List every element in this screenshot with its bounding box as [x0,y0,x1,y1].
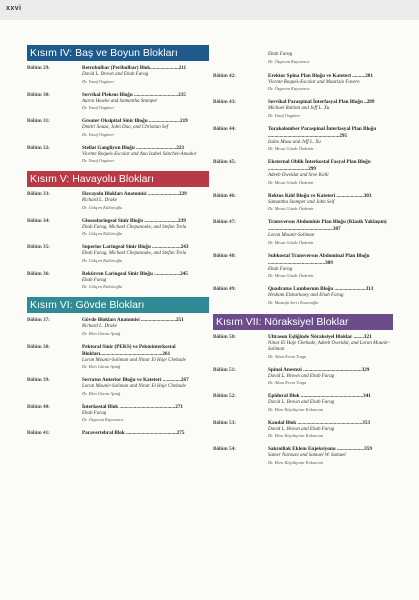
chapter-translator: Dr. Mustafa Serrı Kotanoğlu [268,299,319,305]
toc-entry[interactable] [213,159,393,186]
chapter-translator: Dr. Mesut Gözde Özdemir [268,273,314,278]
chapter-authors: Ninar El Haje Chehade, Adeeb Oweidat, and Loran Mounir-Soliman [268,340,390,352]
chapter-title: Paravertebral Blok .......................................275 [82,430,185,436]
chapter-translator: Dr. Mesut Gözde Özdemir [268,146,314,151]
chapter-translator: Dr. Gökçen Kültüroğlu [82,257,123,263]
chapter-number: Bölüm 43: [213,99,236,105]
chapter-number: Bölüm 38: [27,343,50,350]
chapter-authors: Richard L. Drake [82,324,117,329]
chapter-title: Erektor Spina Plan Bloğu ve Kateteri ..........281 [268,72,373,79]
toc-entry[interactable] [213,420,393,440]
chapter-title: Rekürren Laringeal Sinir Bloğu ....................245 [82,270,188,277]
toc-entry[interactable] [27,317,209,337]
chapter-number: Bölüm 32: [27,144,50,151]
chapter-translator: Dr. Gökçen Kültüroğlu [82,204,123,210]
chapter-authors: Michael Rahimi and Jeff L. Xu [268,106,330,111]
toc-entry[interactable] [27,92,209,112]
toc-entry[interactable] [213,99,393,119]
chapter-authors: Samantha Stamper and John Seif [268,199,335,205]
chapter-authors: Hesham Elsharkawy and Ehab Farag [268,293,344,298]
toc-section [27,297,209,437]
chapter-translator: Dr. Mesut Gözde Özdemir [268,239,314,245]
chapter-title: Subkostal Transversus Abdominal Plan Bloğu ............................................309 [268,252,370,266]
chapter-number: Bölüm 45: [213,159,236,165]
chapter-translator: Dr. Ebru Küçükçetar Kokarcan [268,459,323,465]
chapter-title: Gövde Blokları Anatomisi ...........................251 [82,317,184,323]
page-header-bar [0,0,419,20]
chapter-title: Quadratus Lumborum Bloğu ........................313 [268,286,374,292]
toc-entry[interactable] [213,286,393,306]
chapter-authors: Dmitri Souza, John Dao, and Christian Sef [82,125,169,130]
toc-entry[interactable] [27,377,209,397]
chapter-title: Retrobulbar (Peribulbar) Blok......................211 [82,65,187,71]
chapter-translator: Dr. Ekin Güran Aytuğ [82,364,121,369]
chapter-translator: Dr. Özgecan Kayınarca [268,86,310,91]
left-column [27,45,209,444]
chapter-translator: Dr. Ekin Güran Aytuğ [82,330,121,336]
chapter-title: Havayolu Blokları Anatomisi ........................229 [82,191,187,197]
chapter-authors: Loran Mounir-Soliman [268,233,315,238]
chapter-translator: Dr. Altan Ecem Tınga [268,353,307,359]
chapter-title: Serratus Anterior Bloğu ve Kateteri ..............267 [82,377,189,383]
chapter-authors: Loran Mounir-Soliman and Ninar El Haje Chehade [82,384,186,389]
chapter-number: Bölüm 51: [213,366,236,373]
chapter-title: Spinal Anestezi .............................................329 [268,366,370,373]
section-header: Kısım VII: Nöraksiyel Bloklar [213,314,393,330]
chapter-title: Ultrason Eşliğinde Nöraksiyel Bloklar ........321 [268,333,372,340]
toc-entry[interactable] [27,118,209,138]
chapter-title: Stellat Gangliyon Bloğu ...............................223 [82,144,185,151]
chapter-translator: Dr. Yusuf Ozgüner [268,112,301,118]
chapter-number: Bölüm 53: [213,419,236,426]
section-header: Kısım IV: Baş ve Boyun Blokları [27,45,209,61]
chapter-title: Epidural Blok ................................................341 [268,393,371,399]
toc-section [27,45,209,164]
chapter-number: Bölüm 37: [27,317,50,323]
toc-entry[interactable] [27,65,209,85]
chapter-title: Servikal Paraspinal İnterfasyal Plan Bloğu ..289 [268,99,375,105]
chapter-number: Bölüm 47: [213,219,236,225]
chapter-number: Bölüm 48: [213,252,236,259]
chapter-authors: Vicente Roqués-Escolar and Ana Isabel Sánchez-Amador [82,151,197,157]
toc-entry[interactable] [27,271,209,291]
chapter-title: Transversus Abdominis Plan Bloğu (Klasik Yaklaşım) ..................................................307 [268,219,387,232]
page-number: xxvi [6,5,22,12]
chapter-translator: Dr. Yusuf Ozgüner [82,158,115,163]
toc-entry[interactable] [27,404,209,424]
chapter-authors: David L. Brown and Ehab Farag [268,400,335,405]
toc-entry[interactable] [213,253,393,280]
chapter-authors: David L. Brown and Ehab Farag [268,373,335,379]
chapter-translator: Dr. Ekin Güran Aytuğ [82,390,121,396]
chapter-authors: Samer Narouze and Samuel W. Samuel [268,453,346,458]
chapter-authors: Ehab Farag [82,410,107,416]
chapter-translator: Dr. Altan Ecem Tınga [268,380,307,385]
chapter-number: Bölüm 33: [27,191,50,197]
chapter-number: Bölüm 36: [27,270,50,277]
chapter-authors: Ehab Farag [268,52,293,57]
toc-entry[interactable] [213,367,393,387]
chapter-number: Bölüm 41: [27,430,50,436]
toc-entry[interactable] [27,218,209,238]
toc-section [213,314,393,466]
chapter-number: Bölüm 40: [27,403,50,410]
toc-entry[interactable] [27,244,209,264]
chapter-authors: Ehab Farag [82,277,107,283]
chapter-translator: Dr. Ebru Küçükçetar Kokarcan [268,406,323,412]
toc-entry[interactable] [213,219,393,246]
chapter-translator: Dr. Gökçen Kültüroğlu [82,284,123,289]
section-header: Kısım V: Havayolu Blokları [27,171,209,187]
toc-entry[interactable] [213,193,393,213]
chapter-number: Bölüm 30: [27,91,50,98]
chapter-number: Bölüm 52: [213,393,236,399]
chapter-title: Rektus Kılıf Bloğu ve Kateteri .....................303 [268,192,372,199]
chapter-title: İnterkostal Blok ...........................................271 [82,403,184,410]
chapter-title: Superior Laringeal Sinir Bloğu ......................243 [82,244,189,250]
chapter-authors: Izabo Musa and Jeff L. Xu [268,139,321,145]
toc-entry[interactable] [213,393,393,413]
chapter-number: Bölüm 39: [27,377,50,383]
chapter-number: Bölüm 49: [213,286,236,292]
chapter-number: Bölüm 29: [27,65,50,71]
chapter-translator: Dr. Mesut Gözde Özdemir [268,179,314,185]
chapter-title: Pektoral Sinir (PEKS) ve Pektointerkostal Blokları................................................261 [82,343,176,357]
chapter-translator: Dr. Yusuf Ozgüner [82,105,115,110]
chapter-number: Bölüm 31: [27,118,50,124]
chapter-translator: Dr. Ebru Küçükçetar Kokarcan [268,433,323,438]
chapter-title: Greater Oksipital Sinir Bloğu ........................219 [82,118,188,124]
toc-entry[interactable] [213,73,393,93]
chapter-authors: Ehab Farag [268,266,293,272]
chapter-number: Bölüm 44: [213,125,236,132]
chapter-authors: Vicente Roqués-Escolar and Maurizio Favero [268,79,360,85]
chapter-title: Servikal Pleksus Bloğu ..................................215 [82,91,186,98]
toc-entry-continuation [213,52,393,65]
chapter-number: Bölüm 50: [213,333,236,340]
chapter-authors: Ehab Farag, Michael Chepanoske, and Stefan Trela [82,251,187,256]
chapter-number: Bölüm 46: [213,192,236,199]
toc-entry[interactable] [213,446,393,466]
chapter-title: Sakroiliak Eklem Enjeksiyonu .....................359 [268,446,372,452]
chapter-translator: Dr. Yusuf Ozgüner [82,78,115,84]
toc-entry[interactable] [27,145,209,165]
section-header: Kısım VI: Gövde Blokları [27,297,209,313]
toc-entry[interactable] [27,191,209,211]
toc-entry[interactable] [27,344,209,371]
toc-entry[interactable] [27,430,209,437]
chapter-number: Bölüm 54: [213,446,236,452]
chapter-authors: Richard L. Drake [82,198,117,203]
toc-entry[interactable] [213,334,393,360]
chapter-translator: Dr. Mesut Gözde Özdemir [268,206,314,211]
toc-section [27,171,209,290]
chapter-number: Bölüm 35: [27,244,50,250]
chapter-translator: Dr. Özgecan Kayınarca [268,58,310,64]
chapter-authors: Aaron Hawke and Samantha Stamper [82,98,158,104]
chapter-translator: Dr. Özgecan Kayınarca [82,417,124,422]
chapter-authors: Ehab Farag, Michael Chepanoske, and Stefan Trela [82,224,187,230]
chapter-authors: Adeeb Oweidat and Sree Kolli [268,173,329,178]
chapter-translator: Dr. Yusuf Ozgüner [82,131,115,137]
chapter-title: Glossofaringeal Sinir Bloğu ..........................239 [82,217,186,224]
chapter-number: Bölüm 34: [27,217,50,224]
toc-entry[interactable] [213,126,393,153]
chapter-title: Torakolomber Paraspinal İnterfasyal Plan Bloğu .......................................................295 [268,125,377,139]
chapter-number: Bölüm 42: [213,72,236,79]
chapter-title: Kaudal Blok ..................................................353 [268,419,371,426]
chapter-authors: Loran Mounir-Soliman and Ninar El Haje Chehade [82,357,186,363]
chapter-authors: David L. Brown and Ehab Farag [82,72,149,77]
chapter-title: Eksternal Oblik İnterkostal Fasyal Plan Bloğu ...............................299 [268,159,371,172]
right-column [213,52,393,473]
chapter-translator: Dr. Gökçen Kültüroğlu [82,231,123,236]
chapter-authors: David L. Brown and Ehab Farag [268,426,335,432]
